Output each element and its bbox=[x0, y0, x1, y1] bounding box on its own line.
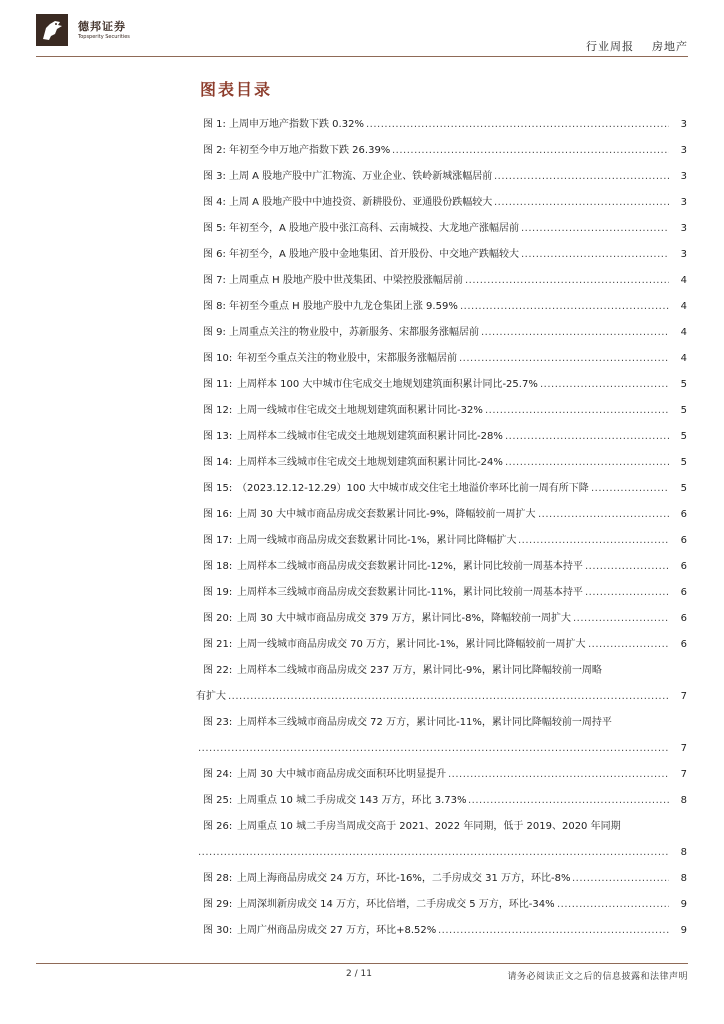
toc-entry[interactable] bbox=[203, 164, 687, 190]
toc-entry-label: 图 22: bbox=[203, 665, 233, 676]
toc-entry[interactable] bbox=[203, 424, 687, 450]
toc-entry-text: 上周申万地产指数下跌 0.32% bbox=[229, 119, 364, 130]
toc-entry-page: 7 bbox=[680, 769, 687, 780]
toc-entry-text: 上周样本三线城市住宅成交土地规划建筑面积累计同比-24% bbox=[237, 457, 503, 468]
toc-entry-text: 年初至今重点关注的物业股中，宋都服务涨幅居前 bbox=[237, 353, 457, 364]
toc-entry-text: 年初至今重点 H 股地产股中九龙仓集团上涨 9.59% bbox=[229, 301, 458, 312]
toc-entry[interactable] bbox=[203, 892, 687, 918]
toc-entry-text: 上周 30 大中城市商品房成交面积环比明显提升 bbox=[237, 769, 447, 780]
toc-entry-page: 6 bbox=[680, 639, 687, 650]
toc-entry[interactable] bbox=[203, 320, 687, 346]
toc-entry-page: 6 bbox=[680, 509, 687, 520]
header-divider bbox=[36, 56, 688, 57]
toc-entry-label: 图 1: bbox=[203, 119, 226, 130]
toc-entry-label: 图 11: bbox=[203, 379, 233, 390]
toc-entry[interactable] bbox=[203, 476, 687, 502]
toc-entry-page: 4 bbox=[680, 301, 687, 312]
toc-entry-label: 图 12: bbox=[203, 405, 233, 416]
toc-entry[interactable] bbox=[203, 814, 687, 840]
toc-entry-label: 图 18: bbox=[203, 561, 233, 572]
toc-entry[interactable] bbox=[203, 190, 687, 216]
toc-entry-label: 图 24: bbox=[203, 769, 233, 780]
toc-leader-dots bbox=[540, 372, 669, 398]
toc-entry-label: 图 25: bbox=[203, 795, 233, 806]
toc-entry[interactable] bbox=[203, 294, 687, 320]
toc-entry[interactable] bbox=[203, 398, 687, 424]
toc-leader-dots bbox=[198, 840, 669, 866]
toc-leader-dots bbox=[521, 216, 669, 242]
toc-entry-page: 4 bbox=[680, 353, 687, 364]
page-number: 2 / 11 bbox=[346, 969, 372, 979]
footer-divider bbox=[36, 963, 688, 964]
toc-entry-text: 年初至今申万地产指数下跌 26.39% bbox=[229, 145, 391, 156]
toc-leader-dots bbox=[585, 580, 669, 606]
toc-entry-label: 图 20: bbox=[203, 613, 233, 624]
toc-entry-page: 3 bbox=[680, 249, 687, 260]
toc-entry-page: 3 bbox=[680, 171, 687, 182]
toc-entry-page: 3 bbox=[680, 145, 687, 156]
toc-entry-page: 9 bbox=[680, 925, 687, 936]
toc-leader-dots bbox=[585, 554, 669, 580]
toc-entry-continuation[interactable] bbox=[203, 840, 687, 866]
toc-entry-label: 图 10: bbox=[203, 353, 233, 364]
toc-entry-text: 上周上海商品房成交 24 万方，环比-16%，二手房成交 31 万方，环比-8% bbox=[237, 873, 571, 884]
toc-entry-text: 上周 30 大中城市商品房成交套数累计同比-9%，降幅较前一周扩大 bbox=[237, 509, 536, 520]
toc-entry-text: 上周广州商品房成交 27 万方，环比+8.52% bbox=[237, 925, 437, 936]
toc-leader-dots bbox=[591, 476, 669, 502]
toc-entry-continuation[interactable] bbox=[196, 684, 687, 710]
toc-entry[interactable] bbox=[203, 372, 687, 398]
toc-entry-page: 6 bbox=[680, 587, 687, 598]
toc-entry-page: 3 bbox=[680, 197, 687, 208]
toc-entry-text: 上周一线城市住宅成交土地规划建筑面积累计同比-32% bbox=[237, 405, 483, 416]
toc-leader-dots bbox=[494, 190, 669, 216]
toc-entry[interactable] bbox=[203, 606, 687, 632]
toc-entry[interactable] bbox=[203, 138, 687, 164]
toc-entry-text: 上周 A 股地产股中广汇物流、万业企业、铁岭新城涨幅居前 bbox=[229, 171, 493, 182]
toc-entry-page: 8 bbox=[680, 847, 687, 858]
report-type: 行业周报 房地产 bbox=[586, 40, 688, 53]
toc-leader-dots bbox=[228, 684, 669, 710]
toc-entry-page: 6 bbox=[680, 535, 687, 546]
toc-entry-label: 图 21: bbox=[203, 639, 233, 650]
toc-leader-dots bbox=[485, 398, 669, 424]
toc-entry-page: 7 bbox=[680, 743, 687, 754]
toc-entry-text: 上周样本二线城市商品房成交套数累计同比-12%，累计同比较前一周基本持平 bbox=[237, 561, 583, 572]
toc-title: 图表目录 bbox=[200, 80, 273, 99]
toc-entry-text: 上周样本 100 大中城市住宅成交土地规划建筑面积累计同比-25.7% bbox=[237, 379, 538, 390]
toc-entry-text-continued: 有扩大 bbox=[196, 691, 226, 702]
toc-entry[interactable] bbox=[203, 554, 687, 580]
toc-entry-text: 上周 30 大中城市商品房成交 379 万方，累计同比-8%，降幅较前一周扩大 bbox=[237, 613, 571, 624]
toc-entry[interactable] bbox=[203, 918, 687, 944]
toc-entry-label: 图 26: bbox=[203, 821, 233, 832]
toc-leader-dots bbox=[438, 918, 669, 944]
toc-entry-text: 上周深圳新房成交 14 万方，环比倍增，二手房成交 5 万方，环比-34% bbox=[237, 899, 555, 910]
toc-entry[interactable] bbox=[203, 866, 687, 892]
toc-entry[interactable] bbox=[203, 632, 687, 658]
toc-entry-text: 上周重点 10 城二手房当周成交高于 2021、2022 年同期，低于 2019、2020 年同期 bbox=[237, 821, 621, 832]
toc-entry[interactable] bbox=[203, 242, 687, 268]
toc-entry-page: 9 bbox=[680, 899, 687, 910]
toc-entry-continuation[interactable] bbox=[203, 736, 687, 762]
toc-entry-label: 图 19: bbox=[203, 587, 233, 598]
toc-entry-page: 6 bbox=[680, 561, 687, 572]
toc-entry-label: 图 9: bbox=[203, 327, 226, 338]
toc-entry[interactable] bbox=[203, 658, 687, 684]
toc-leader-dots bbox=[465, 268, 669, 294]
toc-entry-text: 上周重点 H 股地产股中世茂集团、中梁控股涨幅居前 bbox=[229, 275, 463, 286]
toc-entry[interactable] bbox=[203, 112, 687, 138]
toc-leader-dots bbox=[366, 112, 669, 138]
toc-entry-label: 图 15: bbox=[203, 483, 233, 494]
toc-leader-dots bbox=[494, 164, 669, 190]
toc-entry-text: 上周一线城市商品房成交套数累计同比-1%，累计同比降幅扩大 bbox=[237, 535, 517, 546]
toc-entry[interactable] bbox=[203, 762, 687, 788]
toc-entry-label: 图 2: bbox=[203, 145, 226, 156]
toc-leader-dots bbox=[557, 892, 669, 918]
toc-leader-dots bbox=[468, 788, 669, 814]
toc-entry-page: 6 bbox=[680, 613, 687, 624]
toc-leader-dots bbox=[392, 138, 669, 164]
toc-entry[interactable] bbox=[203, 268, 687, 294]
company-name-cn: 德邦证券 bbox=[78, 20, 126, 33]
toc-entry-text: 上周样本三线城市商品房成交 72 万方，累计同比-11%，累计同比降幅较前一周持平 bbox=[237, 717, 612, 728]
toc-entry-label: 图 30: bbox=[203, 925, 233, 936]
company-logo-icon bbox=[36, 14, 68, 46]
toc-entry-label: 图 17: bbox=[203, 535, 233, 546]
toc-entry[interactable] bbox=[203, 788, 687, 814]
toc-entry-text: 上周一线城市商品房成交 70 万方，累计同比-1%，累计同比降幅较前一周扩大 bbox=[237, 639, 586, 650]
toc-leader-dots bbox=[448, 762, 669, 788]
page-header bbox=[36, 14, 688, 58]
toc-leader-dots bbox=[518, 528, 669, 554]
toc-entry-page: 5 bbox=[680, 405, 687, 416]
toc-leader-dots bbox=[521, 242, 669, 268]
toc-entry-page: 3 bbox=[680, 119, 687, 130]
toc-entry-label: 图 8: bbox=[203, 301, 226, 312]
toc-entry[interactable] bbox=[203, 580, 687, 606]
toc-leader-dots bbox=[198, 736, 669, 762]
figure-toc bbox=[196, 112, 687, 944]
toc-leader-dots bbox=[460, 294, 669, 320]
toc-leader-dots bbox=[573, 606, 669, 632]
toc-entry-text: 上周重点关注的物业股中，苏新服务、宋都服务涨幅居前 bbox=[229, 327, 479, 338]
toc-entry-page: 8 bbox=[680, 873, 687, 884]
toc-entry-page: 4 bbox=[680, 327, 687, 338]
toc-entry-label: 图 23: bbox=[203, 717, 233, 728]
toc-entry-page: 5 bbox=[680, 379, 687, 390]
toc-entry-label: 图 28: bbox=[203, 873, 233, 884]
toc-leader-dots bbox=[572, 866, 669, 892]
toc-entry-page: 3 bbox=[680, 223, 687, 234]
toc-entry[interactable] bbox=[203, 502, 687, 528]
toc-leader-dots bbox=[505, 424, 669, 450]
toc-entry-page: 8 bbox=[680, 795, 687, 806]
toc-entry-page: 5 bbox=[680, 431, 687, 442]
toc-leader-dots bbox=[588, 632, 669, 658]
toc-leader-dots bbox=[538, 502, 669, 528]
toc-entry-page: 4 bbox=[680, 275, 687, 286]
toc-leader-dots bbox=[505, 450, 669, 476]
toc-entry-text: 上周样本三线城市商品房成交套数累计同比-11%，累计同比较前一周基本持平 bbox=[237, 587, 583, 598]
toc-leader-dots bbox=[481, 320, 669, 346]
toc-entry-label: 图 16: bbox=[203, 509, 233, 520]
toc-entry-page: 7 bbox=[680, 691, 687, 702]
toc-leader-dots bbox=[459, 346, 669, 372]
toc-entry-text: 上周 A 股地产股中中迪投资、新耕股份、亚通股份跌幅较大 bbox=[229, 197, 493, 208]
toc-entry-text: （2023.12.12-12.29）100 大中城市成交住宅土地溢价率环比前一周有所下降 bbox=[237, 483, 589, 494]
toc-entry-text: 年初至今，A 股地产股中金地集团、首开股份、中交地产跌幅较大 bbox=[229, 249, 520, 260]
toc-entry-page: 5 bbox=[680, 483, 687, 494]
toc-entry-label: 图 4: bbox=[203, 197, 226, 208]
toc-entry[interactable] bbox=[203, 710, 687, 736]
toc-entry-label: 图 13: bbox=[203, 431, 233, 442]
toc-entry[interactable] bbox=[203, 528, 687, 554]
toc-entry[interactable] bbox=[203, 346, 687, 372]
toc-entry-text: 上周重点 10 城二手房成交 143 万方，环比 3.73% bbox=[237, 795, 467, 806]
toc-entry-label: 图 5: bbox=[203, 223, 226, 234]
toc-entry-label: 图 7: bbox=[203, 275, 226, 286]
toc-entry-label: 图 29: bbox=[203, 899, 233, 910]
toc-entry[interactable] bbox=[203, 450, 687, 476]
toc-entry-label: 图 14: bbox=[203, 457, 233, 468]
toc-entry-label: 图 3: bbox=[203, 171, 226, 182]
legal-disclaimer: 请务必阅读正文之后的信息披露和法律声明 bbox=[507, 972, 688, 982]
toc-entry-text: 年初至今，A 股地产股中张江高科、云南城投、大龙地产涨幅居前 bbox=[229, 223, 520, 234]
toc-entry-text: 上周样本二线城市商品房成交 237 万方，累计同比-9%，累计同比降幅较前一周略 bbox=[237, 665, 602, 676]
toc-entry-text: 上周样本二线城市住宅成交土地规划建筑面积累计同比-28% bbox=[237, 431, 503, 442]
toc-entry-label: 图 6: bbox=[203, 249, 226, 260]
toc-entry-page: 5 bbox=[680, 457, 687, 468]
toc-entry[interactable] bbox=[203, 216, 687, 242]
company-name-en: Topsperity Securities bbox=[78, 34, 130, 40]
